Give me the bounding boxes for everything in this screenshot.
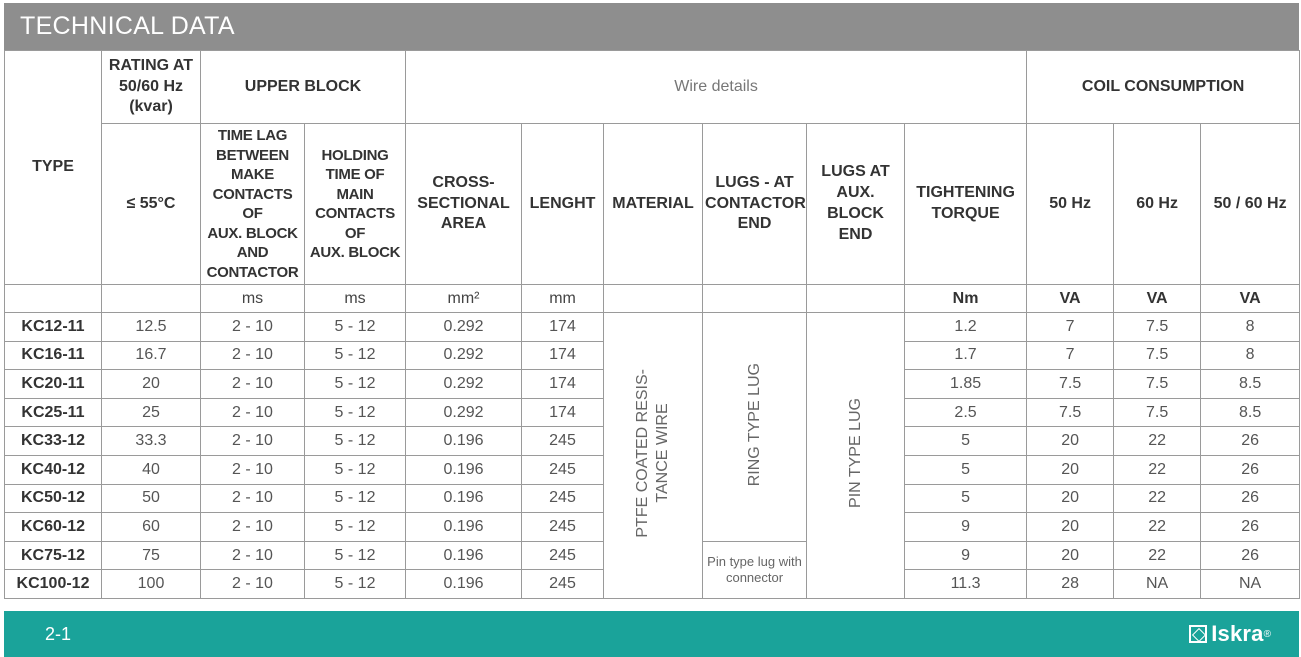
type-cell: KC100-12 [5, 570, 102, 599]
rating-cell: 100 [102, 570, 201, 599]
torque-cell: 1.2 [905, 313, 1027, 342]
wire-details-header: Wire details [406, 51, 1027, 124]
lugs-contactor-cell-text: RING TYPE LUG [745, 362, 763, 487]
page-title: TECHNICAL DATA [4, 3, 1299, 50]
time-lag-header-line: CONTACTOR [206, 263, 299, 281]
hz60-cell: 7.5 [1114, 341, 1201, 370]
holding-cell: 5 - 12 [305, 427, 406, 456]
time-lag-cell: 2 - 10 [201, 398, 305, 427]
time-lag-cell: 2 - 10 [201, 427, 305, 456]
hz5060-cell: 8.5 [1201, 398, 1300, 427]
torque-cell: 5 [905, 427, 1027, 456]
time-lag-header-line: BETWEEN [216, 146, 289, 164]
holding-time-header [305, 124, 406, 285]
hz50-cell: 7 [1027, 313, 1114, 342]
lugs-contactor-cell [703, 313, 807, 542]
holding-cell: 5 - 12 [305, 541, 406, 570]
hz50-cell: 7 [1027, 341, 1114, 370]
hz5060-cell: NA [1201, 570, 1300, 599]
unit-hz5060: VA [1201, 285, 1300, 313]
length-cell: 245 [522, 427, 604, 456]
time-lag-header-line: CONTACTS OF [212, 185, 293, 222]
lugs-aux-cell [807, 313, 905, 599]
lugs-contactor-header [703, 124, 807, 285]
hz60-cell: 22 [1114, 541, 1201, 570]
hz60-header: 60 Hz [1114, 124, 1201, 285]
hz60-cell: 22 [1114, 513, 1201, 542]
hz5060-cell: 8.5 [1201, 370, 1300, 399]
lugs-aux-header-line: END [838, 225, 873, 243]
cross-section-cell: 0.292 [406, 398, 522, 427]
torque-cell: 9 [905, 513, 1027, 542]
time-lag-header-line: TIME LAG [217, 127, 288, 144]
time-lag-cell: 2 - 10 [201, 484, 305, 513]
torque-cell: 11.3 [905, 570, 1027, 599]
hz60-cell: 22 [1114, 484, 1201, 513]
hz5060-cell: 26 [1201, 484, 1300, 513]
rating-cell: 12.5 [102, 313, 201, 342]
unit-rating [102, 285, 201, 313]
time-lag-cell: 2 - 10 [201, 455, 305, 484]
torque-cell: 5 [905, 455, 1027, 484]
lugs-aux-header-line: LUGS AT [821, 163, 890, 181]
length-header: LENGHT [522, 124, 604, 285]
material-cell-text: PTFE COATED RESIS- TANCE WIRE [634, 368, 672, 538]
holding-time-header-line: HOLDING [321, 146, 389, 164]
lugs-contactor-pin-cell: Pin type lug with connector [703, 541, 807, 598]
rating-cell: 50 [102, 484, 201, 513]
cross-section-cell: 0.196 [406, 427, 522, 456]
rating-cell: 33.3 [102, 427, 201, 456]
type-cell: KC12-11 [5, 313, 102, 342]
time-lag-header [201, 124, 305, 285]
hz5060-cell: 8 [1201, 313, 1300, 342]
length-cell: 245 [522, 484, 604, 513]
type-cell: KC40-12 [5, 455, 102, 484]
lugs-aux-header [807, 124, 905, 285]
time-lag-cell: 2 - 10 [201, 541, 305, 570]
type-cell: KC33-12 [5, 427, 102, 456]
iskra-logo [1189, 621, 1271, 647]
length-cell: 174 [522, 341, 604, 370]
rating-cell: 16.7 [102, 341, 201, 370]
rating-cell: 40 [102, 455, 201, 484]
cross-section-cell: 0.196 [406, 455, 522, 484]
holding-time-header-line: CONTACTS OF [315, 205, 395, 242]
holding-cell: 5 - 12 [305, 513, 406, 542]
unit-hz60: VA [1114, 285, 1201, 313]
length-cell: 245 [522, 541, 604, 570]
holding-cell: 5 - 12 [305, 313, 406, 342]
table-body [5, 51, 1300, 599]
rating-cell: 20 [102, 370, 201, 399]
torque-cell: 5 [905, 484, 1027, 513]
hz50-cell: 7.5 [1027, 370, 1114, 399]
unit-holding: ms [305, 285, 406, 313]
hz5060-cell: 26 [1201, 427, 1300, 456]
cross-section-header [406, 124, 522, 285]
time-lag-cell: 2 - 10 [201, 313, 305, 342]
unit-lugs-aux [807, 285, 905, 313]
cross-section-cell: 0.292 [406, 313, 522, 342]
unit-hz50: VA [1027, 285, 1114, 313]
hz5060-header: 50 / 60 Hz [1201, 124, 1300, 285]
unit-torque: Nm [905, 285, 1027, 313]
cross-section-cell: 0.196 [406, 541, 522, 570]
hz5060-cell: 26 [1201, 455, 1300, 484]
length-cell: 174 [522, 398, 604, 427]
registered-mark: ® [1263, 628, 1271, 640]
rating-cell: 60 [102, 513, 201, 542]
lugs-contactor-header-line: LUGS - AT [715, 173, 794, 191]
lugs-contactor-header-line: END [737, 215, 772, 233]
iskra-logo-icon [1189, 625, 1207, 643]
table-row [5, 313, 1300, 342]
technical-data-table [4, 50, 1300, 599]
holding-cell: 5 - 12 [305, 341, 406, 370]
unit-time-lag: ms [201, 285, 305, 313]
torque-header [905, 124, 1027, 285]
hz60-cell: NA [1114, 570, 1201, 599]
time-lag-cell: 2 - 10 [201, 341, 305, 370]
torque-cell: 1.7 [905, 341, 1027, 370]
rating-header: RATING AT 50/60 Hz (kvar) [102, 51, 201, 124]
lugs-aux-header-line: AUX. BLOCK [827, 184, 884, 222]
cross-section-cell: 0.292 [406, 370, 522, 399]
hz60-cell: 22 [1114, 455, 1201, 484]
torque-cell: 1.85 [905, 370, 1027, 399]
type-cell: KC16-11 [5, 341, 102, 370]
hz50-cell: 7.5 [1027, 398, 1114, 427]
material-header: MATERIAL [604, 124, 703, 285]
type-cell: KC25-11 [5, 398, 102, 427]
holding-cell: 5 - 12 [305, 570, 406, 599]
cross-section-header-line: AREA [440, 215, 487, 233]
units-row [5, 285, 1300, 313]
time-lag-cell: 2 - 10 [201, 513, 305, 542]
type-cell: KC50-12 [5, 484, 102, 513]
hz50-cell: 20 [1027, 484, 1114, 513]
length-cell: 245 [522, 455, 604, 484]
hz60-cell: 7.5 [1114, 370, 1201, 399]
time-lag-cell: 2 - 10 [201, 570, 305, 599]
length-cell: 174 [522, 313, 604, 342]
hz5060-cell: 26 [1201, 513, 1300, 542]
hz60-cell: 7.5 [1114, 398, 1201, 427]
hz50-cell: 20 [1027, 513, 1114, 542]
cross-section-header-line: SECTIONAL [417, 194, 510, 212]
coil-consumption-header: COIL CONSUMPTION [1027, 51, 1300, 124]
unit-material [604, 285, 703, 313]
unit-type [5, 285, 102, 313]
hz50-cell: 20 [1027, 541, 1114, 570]
brand-name: Iskra [1211, 621, 1264, 646]
hz5060-cell: 26 [1201, 541, 1300, 570]
unit-length: mm [522, 285, 604, 313]
hz60-cell: 22 [1114, 427, 1201, 456]
holding-time-header-line: AUX. BLOCK [309, 244, 401, 261]
header-row-1 [5, 51, 1300, 124]
lugs-aux-cell-text: PIN TYPE LUG [846, 397, 864, 508]
holding-cell: 5 - 12 [305, 455, 406, 484]
hz50-cell: 28 [1027, 570, 1114, 599]
page-number: 2-1 [45, 624, 72, 644]
type-cell: KC60-12 [5, 513, 102, 542]
hz50-cell: 20 [1027, 455, 1114, 484]
cross-section-header-line: CROSS- [432, 173, 495, 191]
hz50-header: 50 Hz [1027, 124, 1114, 285]
hz50-cell: 20 [1027, 427, 1114, 456]
torque-cell: 9 [905, 541, 1027, 570]
type-cell: KC20-11 [5, 370, 102, 399]
torque-header-line: TORQUE [931, 205, 1000, 222]
time-lag-header-line: AND [236, 244, 269, 261]
type-cell: KC75-12 [5, 541, 102, 570]
hz60-cell: 7.5 [1114, 313, 1201, 342]
torque-cell: 2.5 [905, 398, 1027, 427]
rating-cell: 75 [102, 541, 201, 570]
holding-cell: 5 - 12 [305, 398, 406, 427]
time-lag-header-line: MAKE [231, 166, 274, 183]
unit-lugs-contactor [703, 285, 807, 313]
cross-section-cell: 0.196 [406, 513, 522, 542]
rating-cell: 25 [102, 398, 201, 427]
time-lag-header-line: AUX. BLOCK [207, 224, 298, 242]
holding-cell: 5 - 12 [305, 484, 406, 513]
cross-section-cell: 0.292 [406, 341, 522, 370]
length-cell: 245 [522, 513, 604, 542]
rating-sub-header: ≤ 55°C [102, 124, 201, 285]
header-row-2 [5, 124, 1300, 285]
material-cell [604, 313, 703, 599]
holding-time-header-line: TIME OF MAIN [325, 166, 385, 203]
unit-cross-section: mm² [406, 285, 522, 313]
cross-section-cell: 0.196 [406, 570, 522, 599]
torque-header-line: TIGHTENING [916, 184, 1015, 202]
type-header: TYPE [5, 51, 102, 285]
page-footer [4, 611, 1299, 657]
lugs-contactor-header-line: CONTACTOR [705, 194, 806, 212]
upper-block-header: UPPER BLOCK [201, 51, 406, 124]
cross-section-cell: 0.196 [406, 484, 522, 513]
length-cell: 174 [522, 370, 604, 399]
length-cell: 245 [522, 570, 604, 599]
time-lag-cell: 2 - 10 [201, 370, 305, 399]
holding-cell: 5 - 12 [305, 370, 406, 399]
hz5060-cell: 8 [1201, 341, 1300, 370]
